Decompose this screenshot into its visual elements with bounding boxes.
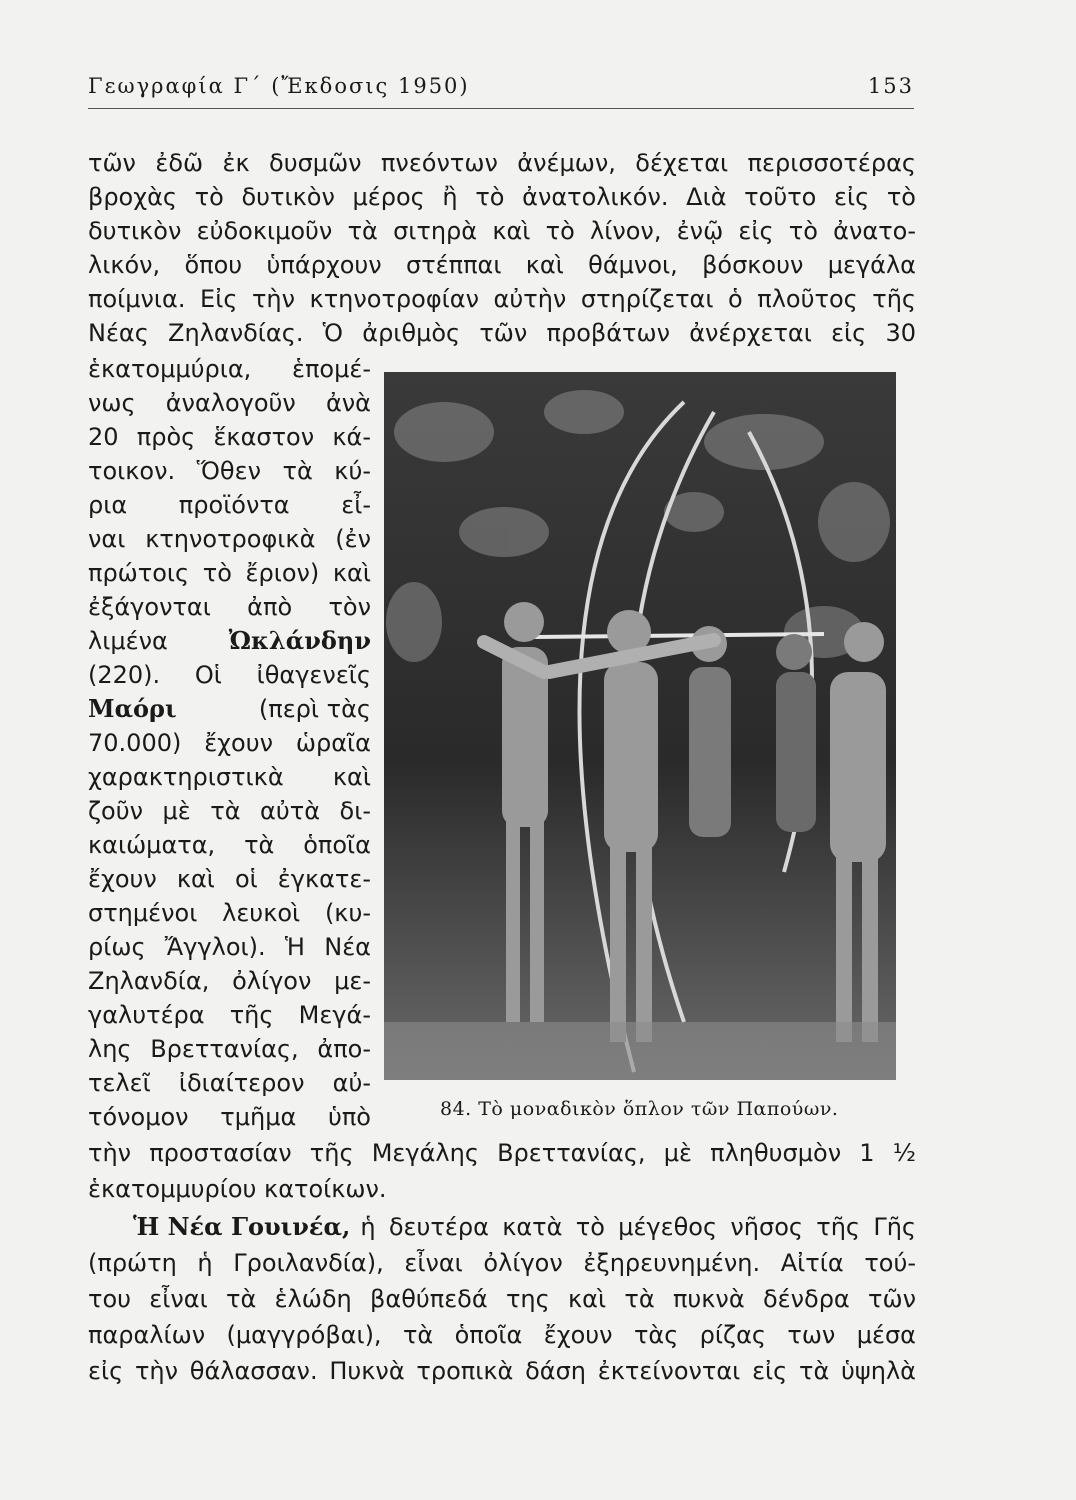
text-line: βροχὰς τὸ δυτικὸν μέρος ἢ τὸ ἀνατολικόν. Διὰ τοῦτο εἰς τὸ	[88, 183, 916, 211]
text-line: παραλίων (μαγγρόβαι), τὰ ὁποῖα ἔχουν τὰς ρίζας των μέσα	[88, 1321, 916, 1349]
column-line: γαλυτέρα τῆς Μεγά-	[88, 1001, 371, 1029]
column-line: ἑκατομμύρια, ἑπομέ-	[88, 355, 371, 383]
text-line: λικόν, ὅπου ὑπάρχουν στέππαι καὶ θάμνοι, βόσκουν μεγάλα	[88, 251, 916, 279]
column-line: ναι κτηνοτροφικὰ (ἐν	[88, 525, 371, 553]
column-line: Ζηλανδία, ὀλίγον με-	[88, 967, 371, 995]
page-number: 153	[867, 74, 914, 98]
line-text: (περὶ τὰς	[258, 695, 371, 723]
text-line: (πρώτη ἡ Γροιλανδία), εἶναι ὀλίγον ἐξηρευνημένη. Αἰτία τού-	[88, 1249, 916, 1277]
column-line: τοικον. Ὅθεν τὰ κύ-	[88, 457, 371, 485]
column-line: 20 πρὸς ἕκαστον κά-	[88, 423, 371, 451]
photo-papuan-archers	[384, 372, 896, 1080]
running-head	[88, 74, 914, 98]
text-line: δυτικὸν εὐδοκιμοῦν τὰ σιτηρὰ καὶ τὸ λίνον, ἐνῷ εἰς τὸ ἀνατο-	[88, 217, 916, 245]
paragraph-start-line	[88, 1210, 916, 1244]
column-line	[88, 692, 371, 726]
column-line: ἐξάγονται ἀπὸ τὸν	[88, 593, 371, 621]
header-rule	[88, 108, 914, 109]
text-line: τὴν προστασίαν τῆς Μεγάλης Βρεττανίας, μὲ πληθυσμὸν 1 ½	[88, 1139, 916, 1167]
column-line: τόνομον τμῆμα ὑπὸ	[88, 1103, 371, 1131]
column-line: ρίως Ἄγγλοι). Ἡ Νέα	[88, 933, 371, 961]
book-title: Γεωγραφία Γ΄ (Ἔκδοσις 1950)	[88, 74, 470, 98]
place-name-new-guinea: Ἡ Νέα Γουινέα,	[133, 1212, 351, 1241]
text-line: εἰς τὴν θάλασσαν. Πυκνὰ τροπικὰ δάση ἐκτείνονται εἰς τὰ ὑψηλὰ	[88, 1357, 916, 1385]
text-line: ἑκατομμυρίου κατοίκων.	[88, 1175, 387, 1203]
column-line: λης Βρεττανίας, ἀπο-	[88, 1035, 371, 1063]
line-text: λιμένα	[88, 627, 168, 655]
column-line: (220). Οἱ ἰθαγενεῖς	[88, 661, 371, 689]
column-line: ρια προϊόντα εἶ-	[88, 491, 371, 519]
column-line: ἔχουν καὶ οἱ ἐγκατε-	[88, 865, 371, 893]
text-line: Νέας Ζηλανδίας. Ὁ ἀριθμὸς τῶν προβάτων ἀνέρχεται εἰς 30	[88, 319, 916, 347]
people-name-maori: Μαόρι	[88, 694, 177, 723]
archers-photo-illustration	[384, 372, 896, 1080]
column-line: χαρακτηριστικὰ καὶ	[88, 763, 371, 791]
column-line: καιώματα, τὰ ὁποῖα	[88, 831, 371, 859]
column-line: τελεῖ ἰδιαίτερον αὐ-	[88, 1069, 371, 1097]
column-line: νως ἀναλογοῦν ἀνὰ	[88, 389, 371, 417]
column-line: ζοῦν μὲ τὰ αὐτὰ δι-	[88, 797, 371, 825]
column-line	[88, 624, 371, 658]
text-line: του εἶναι τὰ ἑλώδη βαθύπεδά της καὶ τὰ πυκνὰ δένδρα τῶν	[88, 1285, 916, 1313]
figure-caption: 84. Τὸ μοναδικὸν ὅπλον τῶν Παπούων.	[440, 1098, 839, 1120]
column-line: πρώτοις τὸ ἔριον) καὶ	[88, 559, 371, 587]
place-name-auckland: Ὠκλάνδην	[228, 626, 371, 655]
line-text: ἡ δευτέρα κατὰ τὸ μέγεθος νῆσος τῆς Γῆς	[360, 1213, 916, 1241]
text-line: τῶν ἐδῶ ἐκ δυσμῶν πνεόντων ἀνέμων, δέχεται περισσοτέρας	[88, 149, 916, 177]
column-line: 70.000) ἔχουν ὡραῖα	[88, 729, 371, 757]
text-line: ποίμνια. Εἰς τὴν κτηνοτροφίαν αὐτὴν στηρίζεται ὁ πλοῦτος τῆς	[88, 285, 916, 313]
column-line: στημένοι λευκοὶ (κυ-	[88, 899, 371, 927]
